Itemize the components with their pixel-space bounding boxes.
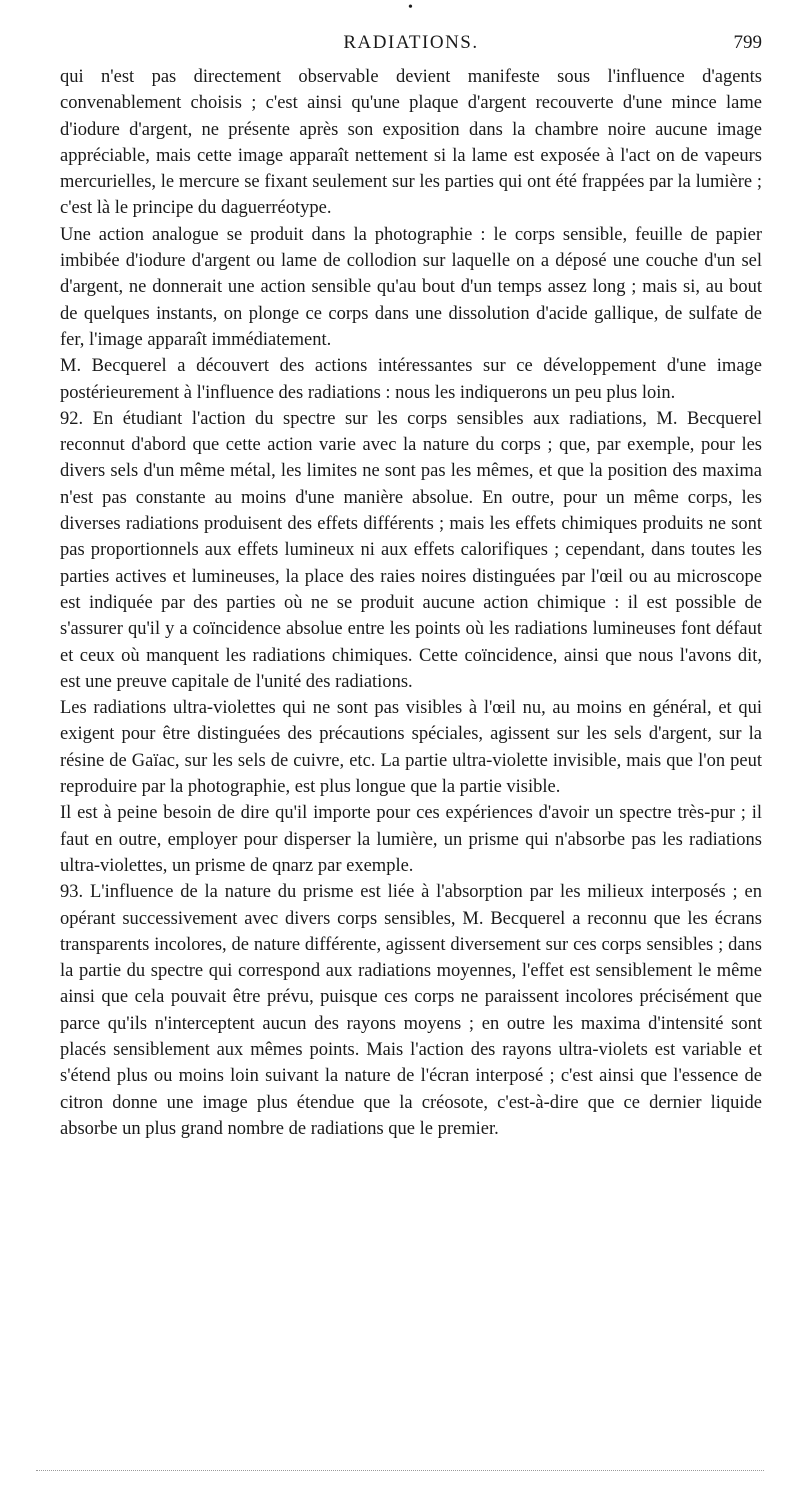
bottom-dotted-rule xyxy=(36,1470,764,1471)
paragraph-daguerreotype: qui n'est pas directement observable devient manifeste sous l'influence d'agents convenablement choisis ; c'est ainsi qu'une plaque d'argent recouverte d'une mince lame d'iodure d'argent, ne présente après son exposition dans la chambre noire aucune image appréciable, mais cette image apparaît nettement si la lame est exposée à l'act on de vapeurs mercurielles, le mercure se fixant seulement sur les parties qui ont été frappées par la lumière ; c'est là le principe du daguerréotype. xyxy=(60,67,762,219)
paragraph-ultra-violettes: Les radiations ultra-violettes qui ne sont pas visibles à l'œil nu, au moins en général, et qui exigent pour être distinguées des précautions spéciales, agissent sur les sels d'argent, sur la résine de Gaïac, sur les sels de cuivre, etc. La partie ultra-violette invisible, mais que l'on peut reproduire par la photographie, est plus longue que la partie visible. xyxy=(60,698,762,798)
body-text xyxy=(60,64,762,1142)
paragraph-becquerel-developpement: M. Becquerel a découvert des actions intéressantes sur ce développement d'une image postérieurement à l'influence des radiations : nous les indiquerons un peu plus loin. xyxy=(60,356,762,403)
paragraph-section-93: 93. L'influence de la nature du prisme est liée à l'absorption par les milieux interposés ; en opérant successivement avec divers corps sensibles, M. Becquerel a reconnu que les écrans transparents incolores, de nature différente, agissent diversement sur ces corps sensibles ; dans la partie du spectre qui correspond aux radiations moyennes, l'effet est sensiblement le même ainsi que cela pouvait être prévu, puisque ces corps ne paraissent incolores précisément que parce qu'ils n'interceptent aucun des rayons moyens ; en outre les maxima d'intensité sont placés sensiblement aux mêmes points. Mais l'action des rayons ultra-violets est variable et s'étend plus ou moins loin suivant la nature de l'écran interposé ; c'est ainsi que l'essence de citron donne une image plus étendue que la créosote, c'est-à-dire que ce dernier liquide absorbe un plus grand nombre de radiations que le premier. xyxy=(60,882,762,1139)
paragraph-section-92: 92. En étudiant l'action du spectre sur les corps sensibles aux radiations, M. Becquerel reconnut d'abord que cette action varie avec la nature du corps ; que, par exemple, pour les divers sels d'un même métal, les limites ne sont pas les mêmes, et que la position des maxima n'est pas constante au moins d'une manière absolue. En outre, pour un même corps, les diverses radiations produisent des effets différents ; mais les effets chimiques produits ne sont pas proportionnels aux effets lumineux ni aux effets calorifiques ; cependant, dans toutes les parties actives et lumineuses, la place des raies noires distinguées par l'œil ou au microscope est indiquée par des parties où ne se produit aucune action chimique : il est possible de s'assurer qu'il y a coïncidence absolue entre les points où les radiations lumineuses font défaut et ceux où manquent les radiations chimiques. Cette coïncidence, ainsi que nous l'avons dit, est une preuve capitale de l'unité des radiations. xyxy=(60,408,762,692)
paragraph-photographie: Une action analogue se produit dans la photographie : le corps sensible, feuille de papier imbibée d'iodure d'argent ou lame de collodion sur laquelle on a déposé une couche d'un sel d'argent, ne donnerait une action sensible qu'au bout d'un temps assez long ; mais si, au bout de quelques instants, on plonge ce corps dans une dissolution d'acide gallique, de sulfate de fer, l'image apparaît immédiatement. xyxy=(60,224,762,350)
paragraph-spectre-pur: Il est à peine besoin de dire qu'il importe pour ces expériences d'avoir un spectre très-pur ; il faut en outre, employer pour disperser la lumière, un prisme qui n'absorbe pas les radiations ultra-violettes, un prisme de qnarz par exemple. xyxy=(60,803,762,876)
page-number: 799 xyxy=(733,32,762,53)
top-ink-mark: • xyxy=(408,0,413,15)
page-header xyxy=(60,30,762,58)
running-title: RADIATIONS. xyxy=(343,32,479,53)
